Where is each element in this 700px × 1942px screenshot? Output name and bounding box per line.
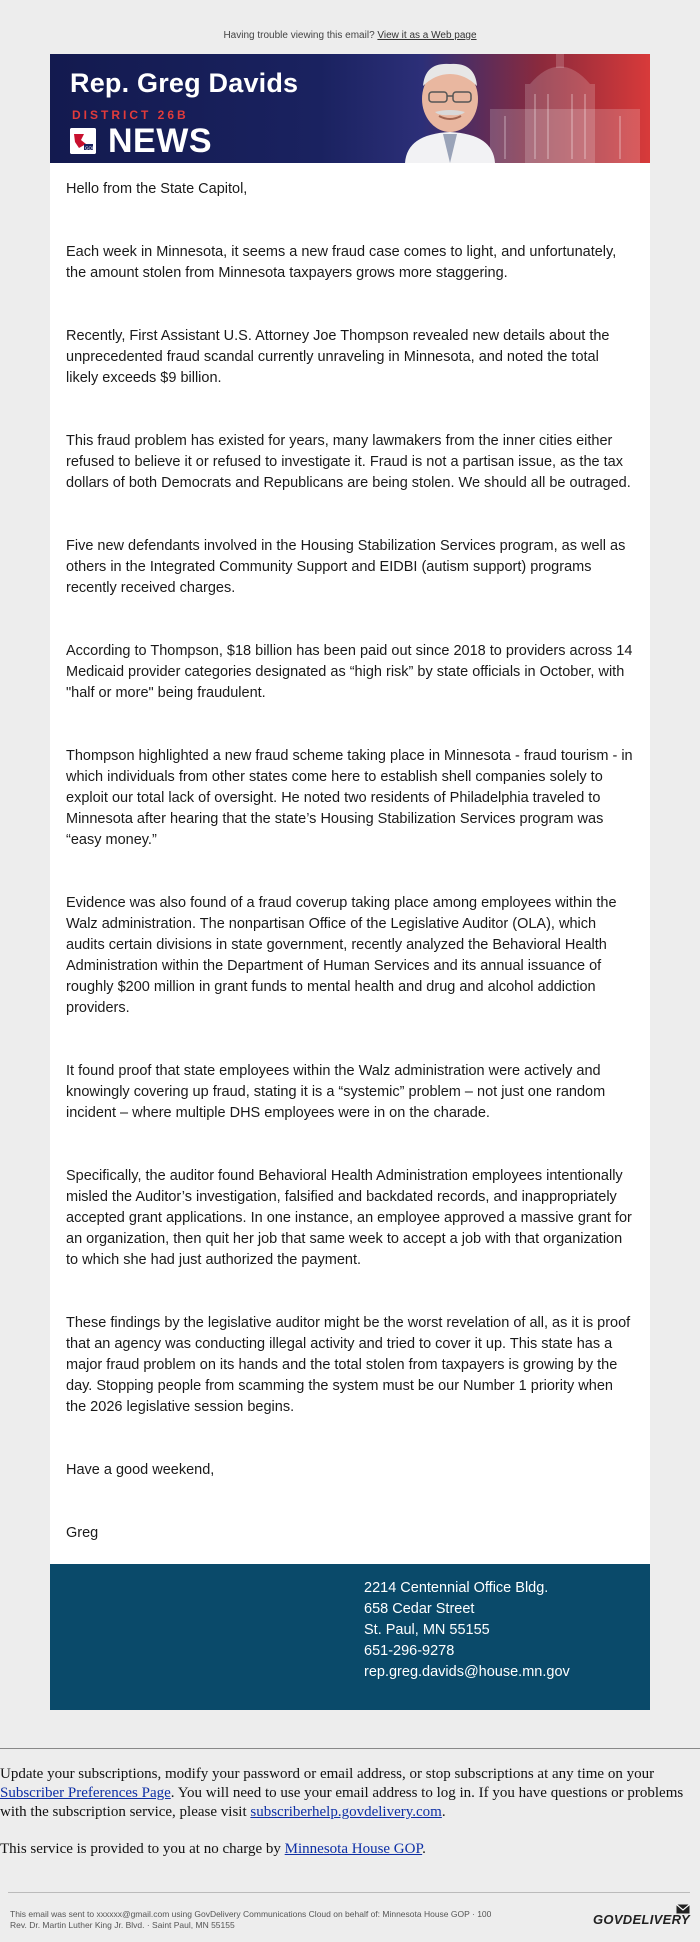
paragraph: Recently, First Assistant U.S. Attorney Joe Thompson revealed new details about the unprecedented fraud scandal currently unraveling in Minnesota, and noted the total likely exceeds $9 billion.: [66, 328, 610, 386]
paragraph: It found proof that state employees within the Walz administration were actively and knowingly covering up fraud, stating it is a “systemic” problem – not just one random incident – where multiple DHS employees were in on the charade.: [66, 1063, 606, 1121]
view-web-page-link[interactable]: View it as a Web page: [377, 30, 477, 41]
trouble-viewing-text: Having trouble viewing this email?: [223, 30, 375, 41]
govdelivery-logo[interactable]: GOVDELIVERY: [593, 1912, 690, 1927]
email-address[interactable]: rep.greg.davids@house.mn.gov: [364, 1664, 570, 1680]
closing: Have a good weekend,: [66, 1462, 215, 1478]
subscriber-preferences-link[interactable]: Subscriber Preferences Page: [0, 1785, 171, 1801]
legal-line: This email was sent to xxxxxx@gmail.com using GovDelivery Communications Cloud on behalf of: Minnesota House GOP · 100: [10, 1909, 492, 1919]
view-in-browser-note: [0, 30, 700, 41]
divider: [8, 1892, 690, 1893]
representative-name: Rep. Greg Davids: [70, 68, 299, 98]
representative-portrait: [395, 54, 505, 163]
district-label: DISTRICT 26B: [72, 108, 189, 122]
subscription-text: . You will need to use your email address to log in. If you have questions or problems with the subscription service, please visit: [0, 1785, 684, 1820]
letter-body: [50, 163, 650, 1564]
phone-number: 651-296-9278: [364, 1643, 455, 1659]
service-text: .: [422, 1841, 426, 1857]
address-line: St. Paul, MN 55155: [364, 1622, 490, 1638]
signature: Greg: [66, 1525, 99, 1541]
service-paragraph: [0, 1840, 700, 1859]
subscriber-help-link[interactable]: subscriberhelp.govdelivery.com: [250, 1804, 442, 1820]
gop-logo-icon: [70, 128, 96, 154]
paragraph: Thompson highlighted a new fraud scheme taking place in Minnesota - fraud tourism - in which individuals from other states come here to establish shell companies solely to exploit our total lack of oversight. He noted two residents of Philadelphia traveled to Minnesota after hearing that the state’s Housing Stabilization Services program was “easy money.”: [66, 748, 633, 848]
paragraph: Evidence was also found of a fraud coverup taking place among employees within the Walz administration. The nonpartisan Office of the Legislative Auditor (OLA), which audits certain divisions in state government, recently analyzed the Behavioral Health Administration within the Department of Human Services and its annual issuance of roughly $200 million in grant funds to mental health and drug and alcohol addiction providers.: [66, 895, 617, 1016]
news-title: NEWS: [108, 122, 212, 160]
paragraph: Each week in Minnesota, it seems a new fraud case comes to light, and unfortunately, the amount stolen from Minnesota taxpayers grows more staggering.: [66, 244, 617, 281]
minnesota-house-gop-link[interactable]: Minnesota House GOP: [284, 1841, 423, 1857]
subscription-notice: [0, 1765, 700, 1859]
paragraph: According to Thompson, $18 billion has been paid out since 2018 to providers across 14 Medicaid provider categories designated as “high risk” by state officials in October, with "half or more" being fraudulent.: [66, 643, 633, 701]
legal-line: Rev. Dr. Martin Luther King Jr. Blvd. · Saint Paul, MN 55155: [10, 1920, 235, 1930]
email-card: [50, 54, 650, 1710]
greeting: Hello from the State Capitol,: [66, 181, 248, 197]
contact-footer: [50, 1564, 650, 1710]
divider: [0, 1748, 700, 1749]
address-line: 658 Cedar Street: [364, 1601, 475, 1617]
service-text: This service is provided to you at no charge by: [0, 1841, 285, 1857]
legal-footer: [10, 1909, 590, 1931]
gop-logo-text: GOP: [85, 145, 96, 151]
newsletter-banner: [50, 54, 650, 163]
address-line: 2214 Centennial Office Bldg.: [364, 1580, 549, 1596]
subscription-paragraph: [0, 1765, 700, 1822]
contact-address: [364, 1578, 570, 1683]
paragraph: This fraud problem has existed for years, many lawmakers from the inner cities either refused to believe it or refused to investigate it. Fraud is not a partisan issue, as the tax dollars of both Democrats and Republicans are being stolen. We should all be outraged.: [66, 433, 631, 491]
subscription-text: Update your subscriptions, modify your password or email address, or stop subscriptions at any time on your: [0, 1766, 655, 1782]
paragraph: These findings by the legislative auditor might be the worst revelation of all, as it is proof that an agency was conducting illegal activity and tried to cover it up. This state has a major fraud problem on its hands and the total stolen from taxpayers is growing by the day. Stopping people from scamming the system must be our Number 1 priority when the 2026 legislative session begins.: [66, 1315, 631, 1415]
subscription-text: .: [441, 1804, 446, 1820]
paragraph: Five new defendants involved in the Housing Stabilization Services program, as well as others in the Integrated Community Support and EIDBI (autism support) programs recently received charges.: [66, 538, 626, 596]
paragraph: Specifically, the auditor found Behavioral Health Administration employees intentionally misled the Auditor’s investigation, falsified and backdated records, and inappropriately accepted grant applications. In one instance, an employee approved a massive grant for an organization, then quit her job that same week to accept a job with that organization to which she had just authorized the payment.: [66, 1168, 632, 1268]
